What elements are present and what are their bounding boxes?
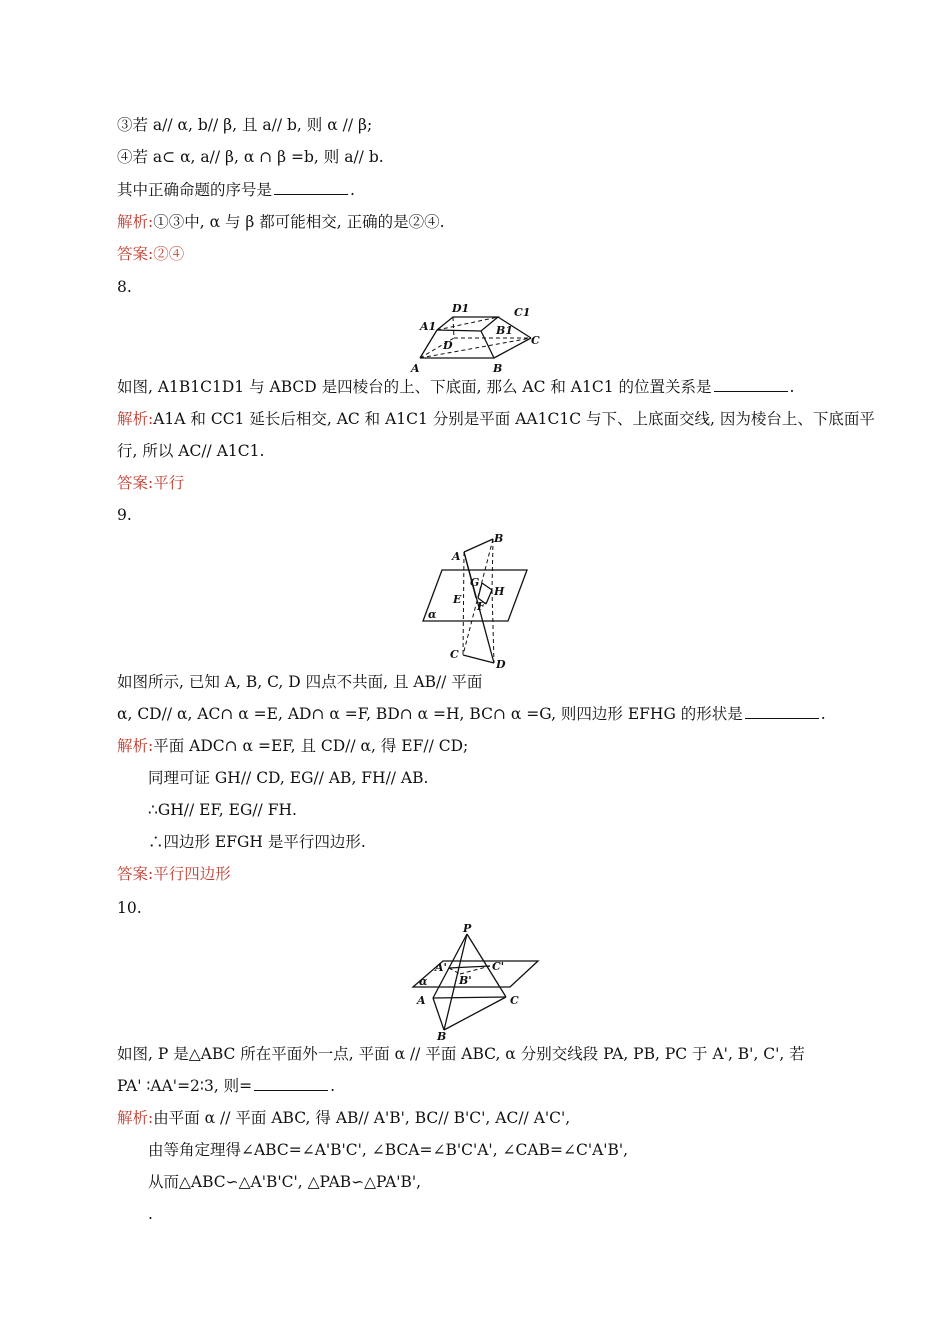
q10-analysis-line4: . (148, 1205, 153, 1223)
q9-question-text: α, CD// α, AC∩ α =E, AD∩ α =F, BD∩ α =H, BC∩ α =G, 则四边形 EFHG 的形状是 (117, 705, 743, 723)
q7-question-text: 其中正确命题的序号是 (117, 181, 273, 199)
q10-analysis (117, 1107, 570, 1129)
answer-label: 答案: (117, 474, 154, 492)
label-c1: C1 (514, 306, 531, 319)
label-b: B (494, 532, 504, 545)
q8-question-text: 如图, A1B1C1D1 与 ABCD 是四棱台的上、下底面, 那么 AC 和 A1C1 的位置关系是 (117, 378, 712, 396)
q9-question-cont (117, 703, 826, 725)
answer-blank (254, 1076, 328, 1091)
label-alpha: α (428, 608, 437, 621)
q10-question-text: PA' ∶AA'=2∶3, 则= (117, 1077, 253, 1095)
q7-item-4: ④若 a⊂ α, a// β, α ∩ β =b, 则 a// b. (117, 148, 384, 166)
answer-label: 答案: (117, 865, 154, 883)
q10-analysis-text: 由平面 α // 平面 ABC, 得 AB// A'B', BC// B'C', AC// A'C', (153, 1109, 571, 1127)
label-b1: B1 (496, 324, 513, 337)
q7-analysis-text: ①③中, α 与 β 都可能相交, 正确的是②④. (153, 213, 445, 231)
label-c: C (531, 334, 540, 347)
q10-number: 10. (117, 899, 142, 917)
label-a: A (452, 550, 461, 563)
analysis-label: 解析: (117, 1109, 154, 1127)
q10-analysis-line3: 从而△ABC∽△A'B'C', △PAB∽△PA'B', (148, 1173, 422, 1191)
analysis-label: 解析: (117, 737, 154, 755)
q9-number: 9. (117, 506, 132, 524)
label-alpha: α (419, 975, 428, 988)
q9-answer (117, 863, 231, 885)
label-h: H (494, 585, 505, 598)
label-b: B (437, 1030, 447, 1040)
answer-label: 答案: (117, 245, 154, 263)
q10-analysis-line2: 由等角定理得∠ABC=∠A'B'C', ∠BCA=∠B'C'A', ∠CAB=∠C'A'B', (148, 1141, 629, 1159)
label-f: F (477, 600, 485, 613)
q7-analysis (117, 211, 445, 233)
label-g: G (470, 576, 480, 589)
q9-question: 如图所示, 已知 A, B, C, D 四点不共面, 且 AB// 平面 (117, 673, 483, 691)
label-e: E (453, 593, 462, 606)
q9-analysis-line3: ∴GH// EF, EG// FH. (148, 801, 297, 819)
q8-question-end: . (789, 378, 795, 396)
q7-answer-text: ②④ (153, 245, 185, 263)
analysis-label: 解析: (117, 410, 154, 428)
label-b: B (493, 362, 503, 375)
answer-blank (745, 704, 819, 719)
q8-analysis-cont: 行, 所以 AC// A1C1. (117, 442, 265, 460)
q9-tetrahedron-figure (420, 528, 540, 670)
label-a1: A1 (420, 320, 437, 333)
label-c: C (510, 994, 519, 1007)
label-a: A (417, 994, 426, 1007)
q9-analysis (117, 735, 468, 757)
label-d1: D1 (452, 302, 470, 315)
q7-question (117, 179, 355, 201)
q8-number: 8. (117, 278, 132, 296)
q10-question-cont (117, 1075, 335, 1097)
q7-question-end: . (350, 181, 355, 199)
q9-question-end: . (820, 705, 826, 723)
analysis-label: 解析: (117, 213, 154, 231)
q9-analysis-line2: 同理可证 GH// CD, EG// AB, FH// AB. (148, 769, 429, 787)
q7-answer (117, 243, 184, 265)
label-b-prime: B' (459, 974, 472, 987)
q7-item-3: ③若 a// α, b// β, 且 a// b, 则 α // β; (117, 116, 373, 134)
answer-blank (714, 377, 788, 392)
q10-question-end: . (330, 1077, 336, 1095)
q8-answer-text: 平行 (153, 474, 185, 492)
q9-answer-text: 平行四边形 (153, 865, 231, 883)
q8-analysis (117, 408, 875, 430)
q10-pyramid-figure (405, 920, 543, 1040)
label-a: A (411, 362, 420, 375)
label-d: D (443, 339, 453, 352)
q8-question (117, 376, 794, 398)
label-c-prime: C' (492, 960, 505, 973)
q8-frustum-figure (410, 300, 550, 380)
q10-question: 如图, P 是△ABC 所在平面外一点, 平面 α // 平面 ABC, α 分别交线段 PA, PB, PC 于 A', B', C', 若 (117, 1045, 805, 1063)
label-d: D (496, 658, 506, 670)
answer-blank (274, 180, 348, 195)
q8-answer (117, 472, 184, 494)
label-p: P (463, 922, 472, 935)
label-c: C (450, 648, 459, 661)
label-a-prime: A' (435, 961, 447, 974)
q9-analysis-line4: ∴四边形 EFGH 是平行四边形. (148, 833, 366, 851)
q8-analysis-text: A1A 和 CC1 延长后相交, AC 和 A1C1 分别是平面 AA1C1C 与下、上底面交线, 因为棱台上、下底面平 (153, 410, 875, 428)
q9-analysis-text: 平面 ADC∩ α =EF, 且 CD// α, 得 EF// CD; (153, 737, 469, 755)
